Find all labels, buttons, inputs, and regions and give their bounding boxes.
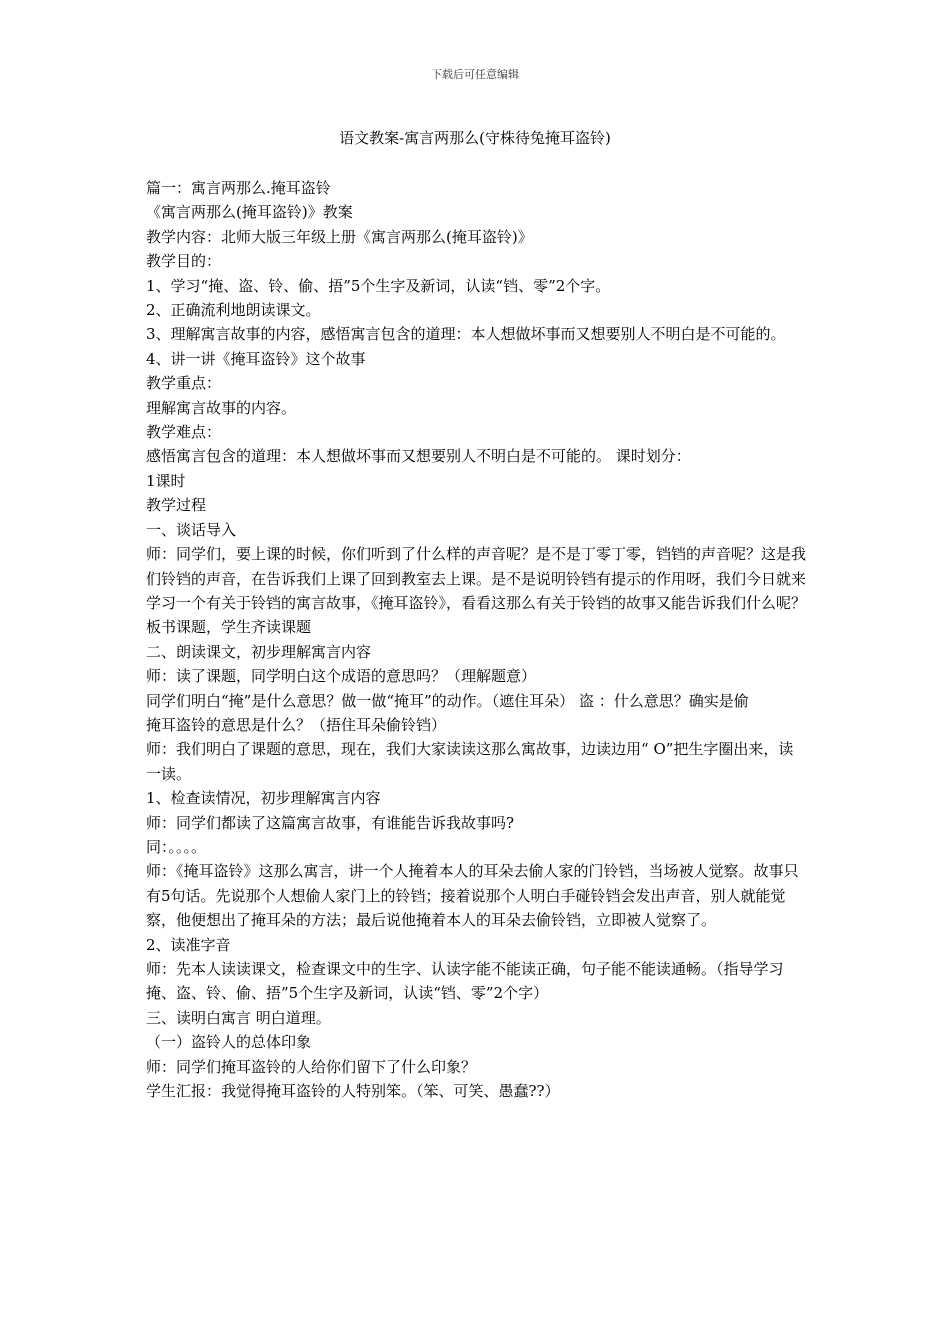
paragraph: （一）盗铃人的总体印象	[146, 1033, 312, 1052]
paragraph: 4、讲一讲《掩耳盗铃》这个故事	[146, 349, 366, 368]
paragraph: 1、学习“掩、盗、铃、偷、捂”5个生字及新词，认读“铛、零”2个字。	[146, 276, 611, 295]
paragraph: 三、读明白寓言 明白道理。	[146, 1008, 331, 1027]
paragraph: 2、正确流利地朗读课文。	[146, 301, 321, 320]
paragraph: 《寓言两那么(掩耳盗铃)》教案	[146, 203, 353, 222]
paragraph: 二、朗读课文，初步理解寓言内容	[146, 642, 372, 661]
document-body	[146, 176, 808, 1103]
paragraph: 同：。。。。	[146, 837, 207, 856]
paragraph: 篇一：寓言两那么.掩耳盗铃	[146, 179, 331, 197]
paragraph: 同学们明白“掩”是什么意思？做一做“掩耳”的动作。（遮住耳朵） 盗 ：什么意思？确实是偷	[146, 691, 749, 710]
paragraph: 2、读准字音	[146, 935, 231, 954]
paragraph: 学生汇报：我觉得掩耳盗铃的人特别笨。（笨、可笑、愚蠢??）	[146, 1082, 560, 1101]
paragraph: 师：同学们，要上课的时候，你们听到了什么样的声音呢？是不是丁零丁零，铛铛的声音呢？这是我们铃铛的声音，在告诉我们上课了回到教室去上课。是不是说明铃铛有提示的作用呀，我们今日就来学习一个有关于铃铛的寓言故事，《掩耳盗铃》，看看这那么有关于铃铛的故事又能告诉我们什么呢？	[146, 545, 807, 612]
paragraph: 1课时	[146, 471, 186, 490]
paragraph: 师：《掩耳盗铃》这那么寓言，讲一个人掩着本人的耳朵去偷人家的门铃铛，当场被人觉察。故事只有5句话。先说那个人想偷人家门上的铃铛；接着说那个人明白手碰铃铛会发出声音，别人就能觉察，他便想出了掩耳朵的方法；最后说他掩着本人的耳朵去偷铃铛，立即被人觉察了。	[146, 862, 799, 930]
paragraph: 板书课题，学生齐读课题	[146, 618, 312, 637]
paragraph: 教学内容：北师大版三年级上册《寓言两那么(掩耳盗铃)》	[146, 227, 533, 246]
paragraph: 师：我们明白了课题的意思，现在，我们大家读读这那么寓故事，边读边用“ O”把生字圈出来，读一读。	[146, 740, 794, 783]
paragraph: 教学难点：	[146, 423, 222, 442]
paragraph: 师：同学们都读了这篇寓言故事，有谁能告诉我故事吗?	[146, 813, 515, 832]
paragraph: 一、谈话导入	[146, 520, 237, 539]
paragraph: 师：同学们掩耳盗铃的人给你们留下了什么印象？	[146, 1057, 477, 1076]
paragraph: 3、理解寓言故事的内容，感悟寓言包含的道理：本人想做坏事而又想要别人不明白是不可能的。	[146, 325, 786, 344]
header-note: 下载后可任意编辑	[431, 68, 519, 81]
document-title: 语文教案-寓言两那么(守株待兔掩耳盗铃)	[339, 129, 611, 147]
paragraph: 教学过程	[146, 496, 207, 515]
paragraph: 师：先本人读读课文，检查课文中的生字、认读字能不能读正确，句子能不能读通畅。（指导学习掩、盗、铃、偷、捂”5个生字及新词，认读“铛、零”2个字）	[146, 960, 784, 1003]
paragraph: 1、检查读情况，初步理解寓言内容	[146, 789, 381, 808]
paragraph: 师：读了课题，同学明白这个成语的意思吗？（理解题意）	[146, 667, 537, 686]
paragraph: 教学重点：	[146, 374, 222, 393]
paragraph: 教学目的：	[146, 252, 222, 271]
paragraph: 理解寓言故事的内容。	[146, 398, 297, 417]
paragraph: 感悟寓言包含的道理：本人想做坏事而又想要别人不明白是不可能的。 课时划分：	[146, 447, 691, 466]
paragraph: 掩耳盗铃的意思是什么？（捂住耳朵偷铃铛）	[146, 715, 447, 734]
